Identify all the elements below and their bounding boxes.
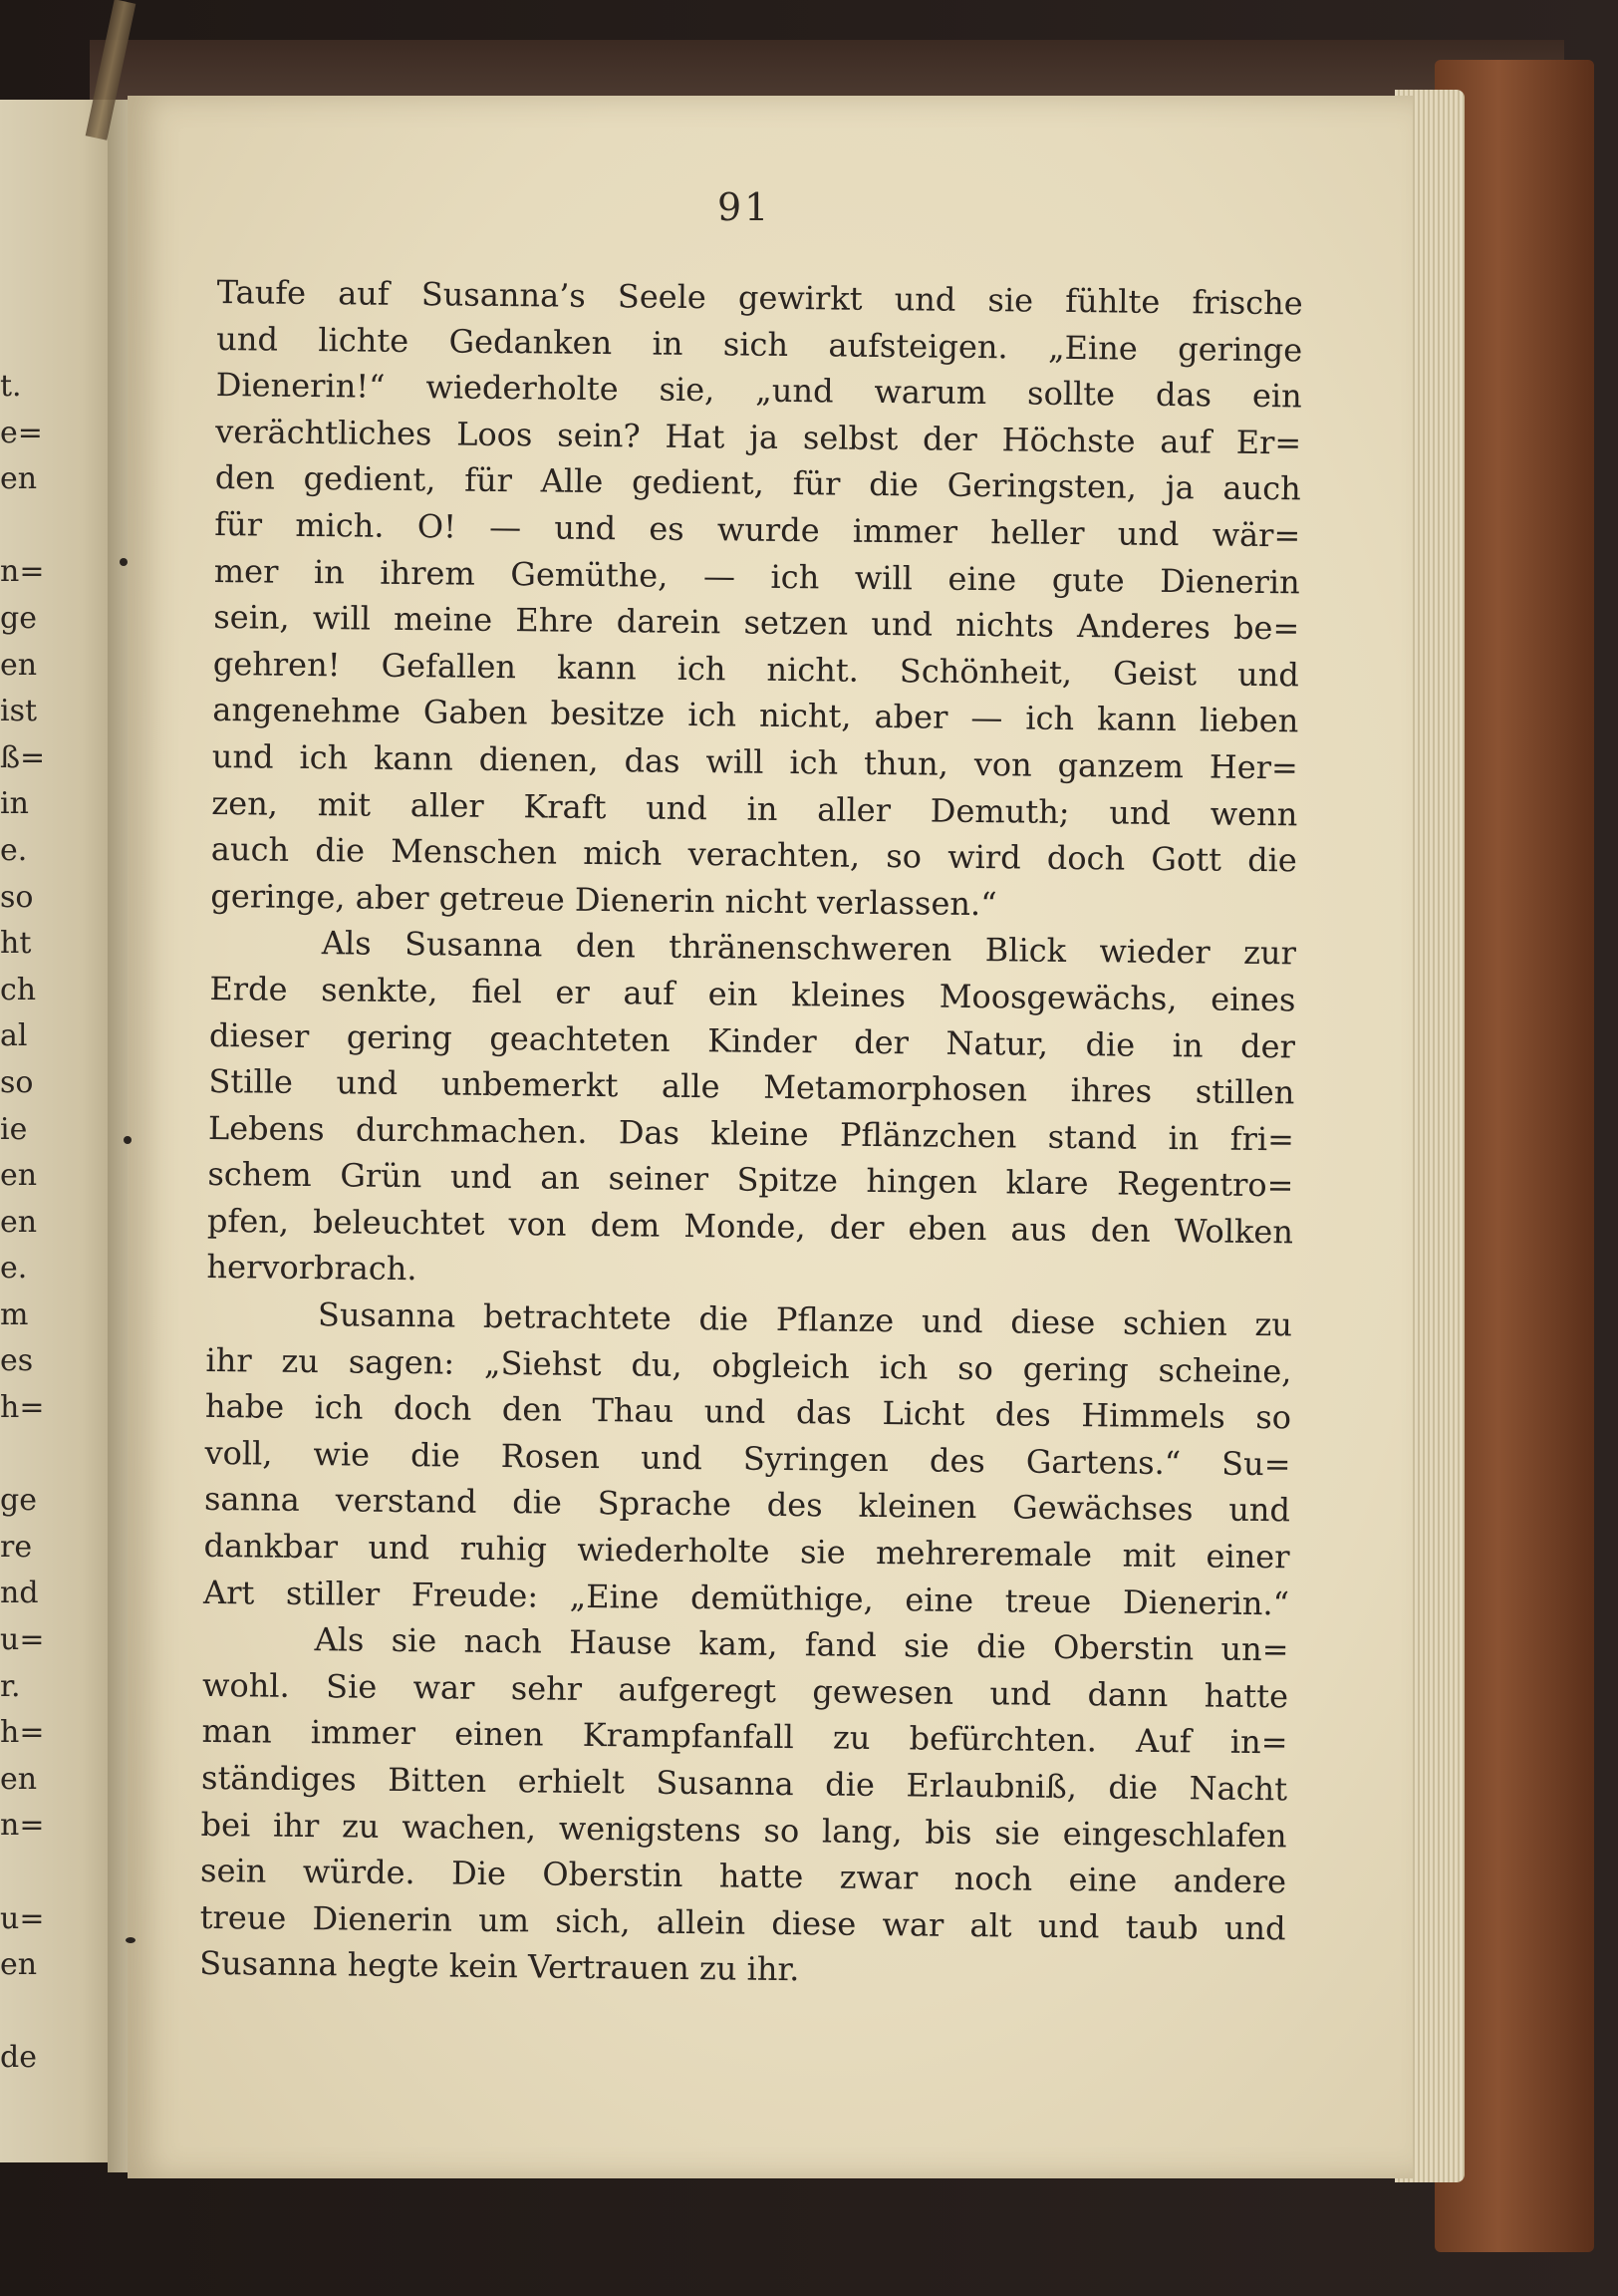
text-line: dieser gering geachteten Kinder der Natur, die in der — [208, 1015, 1296, 1065]
page-text-block — [199, 269, 1303, 1998]
previous-page-fragment: en — [0, 1204, 38, 1240]
previous-page-fragment: n= — [0, 1808, 45, 1844]
previous-page-fragment: u= — [0, 1622, 45, 1658]
text-line: gehren! Gefallen kann ich nicht. Schönheit, Geist und — [212, 644, 1299, 695]
previous-page-fragment: ge — [0, 600, 37, 636]
text-line: zen, mit aller Kraft und in aller Demuth; und wenn — [211, 783, 1298, 833]
previous-page-fragment: u= — [0, 1900, 45, 1936]
text-line: Als Susanna den thränenschweren Blick wieder zur — [321, 924, 1297, 973]
previous-page-fragment: ge — [0, 1483, 37, 1519]
text-line: dankbar und ruhig wiederholte sie mehreremale mit einer — [203, 1526, 1290, 1577]
previous-page — [0, 100, 118, 2162]
previous-page-fragment: n= — [0, 554, 45, 590]
text-line: und lichte Gedanken in sich aufsteigen. „Eine geringe — [216, 319, 1303, 370]
text-line: wohl. Sie war sehr aufgeregt gewesen und dann hatte — [201, 1665, 1289, 1716]
text-line: pfen, beleuchtet von dem Monde, der eben aus den Wolken — [206, 1201, 1294, 1252]
previous-page-fragment: e. — [0, 832, 28, 868]
previous-page-fragment: h= — [0, 1390, 45, 1426]
previous-page-fragment: en — [0, 461, 38, 497]
text-line: Susanna betrachtete die Pflanze und diese schien zu — [317, 1295, 1293, 1344]
text-line: auch die Menschen mich verachten, so wird doch Gott die — [210, 830, 1298, 880]
text-line: sein würde. Die Oberstin hatte zwar noch eine andere — [199, 1852, 1287, 1901]
paper-speck — [126, 1937, 135, 1943]
previous-page-fragment: en — [0, 647, 38, 683]
previous-page-fragment: h= — [0, 1715, 45, 1751]
previous-page-fragment: ht — [0, 926, 32, 962]
text-line: Susanna hegte kein Vertrauen zu ihr. — [198, 1944, 800, 1989]
text-line: Art stiller Freude: „Eine demüthige, eine treue Dienerin.“ — [202, 1573, 1290, 1622]
text-line: für mich. O! — und es wurde immer heller und wär= — [214, 504, 1301, 555]
previous-page-fragment — [0, 1850, 60, 1896]
previous-page-text-fragments — [0, 364, 60, 2082]
previous-page-fragment: re — [0, 1529, 33, 1565]
page-number: 91 — [717, 185, 772, 229]
previous-page-fragment: ie — [0, 1111, 28, 1147]
text-line: geringe, aber getreue Dienerin nicht verlassen.“ — [210, 876, 997, 923]
previous-page-fragment: ch — [0, 972, 37, 1007]
text-line: Als sie nach Hause kam, fand sie die Oberstin un= — [314, 1620, 1289, 1669]
previous-page-fragment — [0, 1432, 60, 1479]
text-line: Stille und unbemerkt alle Metamorphosen ihres stillen — [208, 1062, 1295, 1112]
text-line: verächtliches Loos sein? Hat ja selbst der Höchste auf Er= — [215, 412, 1302, 462]
text-line: Dienerin!“ wiederholte sie, „und warum sollte das ein — [215, 366, 1302, 416]
previous-page-fragment: de — [0, 2040, 37, 2076]
text-line: man immer einen Krampfanfall zu befürchten. Auf in= — [201, 1712, 1288, 1762]
text-line: den gedient, für Alle gedient, für die Geringsten, ja auch — [214, 458, 1301, 508]
previous-page-fragment: r. — [0, 1668, 21, 1704]
previous-page-fragment: t. — [0, 369, 22, 404]
text-line: voll, wie die Rosen und Syringen des Gartens.“ Su= — [204, 1433, 1291, 1484]
text-line: ihr zu sagen: „Siehst du, obgleich ich so gering scheine, — [205, 1340, 1292, 1391]
text-line: treue Dienerin um sich, allein diese war alt und taub und — [199, 1897, 1286, 1948]
text-line: schem Grün und an seiner Spitze hingen klare Regentro= — [207, 1155, 1294, 1205]
previous-page-fragment: en — [0, 1761, 38, 1797]
text-line: ständiges Bitten erhielt Susanna die Erlaubniß, die Nacht — [200, 1758, 1288, 1809]
previous-page-fragment: e= — [0, 415, 43, 450]
previous-page-fragment: en — [0, 1947, 38, 1983]
previous-page-fragment: so — [0, 1064, 34, 1100]
previous-page-fragment: so — [0, 879, 34, 915]
previous-page-fragment: e. — [0, 1251, 28, 1287]
text-line: Lebens durchmachen. Das kleine Pflänzchen stand in fri= — [207, 1108, 1295, 1159]
previous-page-fragment: ß= — [0, 739, 46, 775]
text-line: sanna verstand die Sprache des kleinen Gewächses und — [203, 1480, 1291, 1530]
previous-page-fragment: ist — [0, 694, 38, 729]
text-line: bei ihr zu wachen, wenigstens so lang, bis sie eingeschlafen — [200, 1805, 1287, 1855]
previous-page-fragment — [0, 503, 60, 550]
text-line: mer in ihrem Gemüthe, — ich will eine gute Dienerin — [213, 551, 1300, 601]
text-line: hervorbrach. — [206, 1248, 417, 1289]
previous-page-fragment: nd — [0, 1576, 39, 1611]
previous-page-fragment: es — [0, 1343, 34, 1379]
book-cover-top — [90, 40, 1564, 100]
previous-page-fragment: m — [0, 1296, 29, 1332]
text-line: habe ich doch den Thau und das Licht des Himmels so — [204, 1387, 1292, 1437]
text-line: Erde senkte, fiel er auf ein kleines Moosgewächs, eines — [209, 969, 1296, 1019]
text-line: und ich kann dienen, das will ich thun, von ganzem Her= — [211, 736, 1299, 787]
previous-page-fragment: en — [0, 1158, 38, 1194]
paper-speck — [124, 1136, 132, 1144]
text-line: Taufe auf Susanna’s Seele gewirkt und sie fühlte frische — [216, 272, 1303, 323]
text-line: sein, will meine Ehre darein setzen und nichts Anderes be= — [213, 598, 1300, 648]
text-line: angenehme Gaben besitze ich nicht, aber — ich kann lieben — [212, 691, 1299, 740]
previous-page-fragment — [0, 1989, 60, 2036]
previous-page-fragment: in — [0, 786, 29, 822]
previous-page-fragment: al — [0, 1018, 28, 1054]
paper-speck — [120, 558, 128, 566]
